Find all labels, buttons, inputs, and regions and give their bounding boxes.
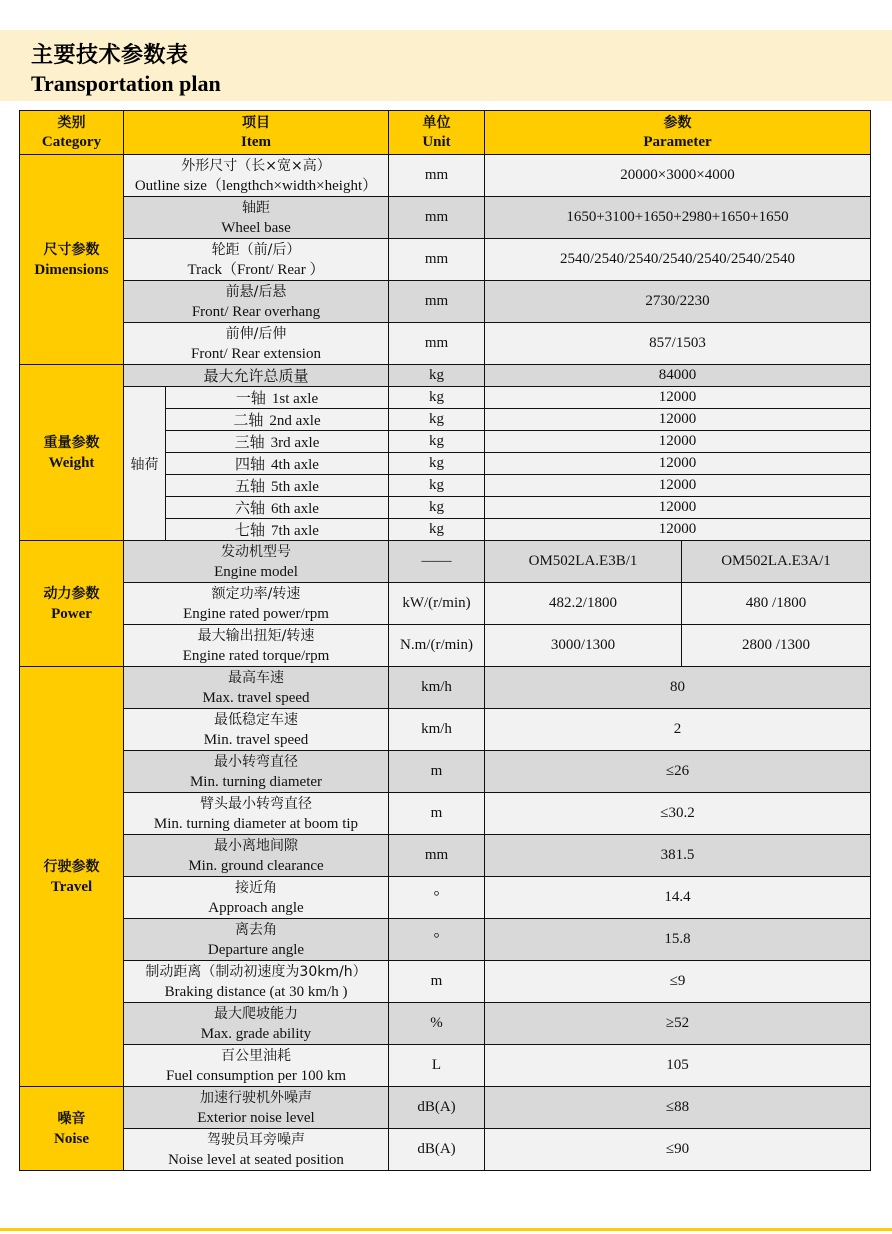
unit-cell: mm [389, 239, 485, 281]
param-cell: 12000 [485, 409, 871, 431]
param-cell-a: 482.2/1800 [485, 583, 682, 625]
item-cell: 最大爬坡能力 Max. grade ability [124, 1003, 389, 1045]
unit-cell: km/h [389, 667, 485, 709]
item-cell: 最小离地间隙 Min. ground clearance [124, 835, 389, 877]
unit-cell: kg [389, 431, 485, 453]
param-cell: 12000 [485, 475, 871, 497]
item-cell: 轮距（前/后） Track（Front/ Rear ） [124, 239, 389, 281]
header-unit: 单位 Unit [389, 111, 485, 155]
param-cell: 14.4 [485, 877, 871, 919]
page-title-en: Transportation plan [31, 71, 221, 96]
unit-cell: kW/(r/min) [389, 583, 485, 625]
param-cell: ≤88 [485, 1087, 871, 1129]
unit-cell: dB(A) [389, 1087, 485, 1129]
param-cell-b: 2800 /1300 [682, 625, 871, 667]
unit-cell: km/h [389, 709, 485, 751]
param-cell-b: OM502LA.E3A/1 [682, 541, 871, 583]
table-row [20, 1087, 871, 1129]
spec-table [19, 110, 871, 1171]
table-row [20, 239, 871, 281]
table-row [20, 1045, 871, 1087]
item-cell: 外形尺寸（长×宽×高） Outline size（lengthch×width×height） [124, 155, 389, 197]
unit-cell: —— [389, 541, 485, 583]
item-cell: 四轴 4th axle [166, 453, 389, 475]
item-cell: 百公里油耗 Fuel consumption per 100 km [124, 1045, 389, 1087]
header-parameter: 参数 Parameter [485, 111, 871, 155]
item-cell: 三轴 3rd axle [166, 431, 389, 453]
unit-cell: mm [389, 197, 485, 239]
footer-divider [0, 1228, 892, 1231]
param-cell: 1650+3100+1650+2980+1650+1650 [485, 197, 871, 239]
unit-cell: dB(A) [389, 1129, 485, 1171]
item-cell: 六轴 6th axle [166, 497, 389, 519]
item-cell: 二轴 2nd axle [166, 409, 389, 431]
param-cell: 80 [485, 667, 871, 709]
param-cell: 12000 [485, 387, 871, 409]
category-power: 动力参数 Power [20, 541, 124, 667]
table-row [20, 709, 871, 751]
item-cell: 最低稳定车速 Min. travel speed [124, 709, 389, 751]
item-cell: 最大输出扭矩/转速 Engine rated torque/rpm [124, 625, 389, 667]
table-row [20, 751, 871, 793]
unit-cell: m [389, 751, 485, 793]
param-cell: 20000×3000×4000 [485, 155, 871, 197]
unit-cell: m [389, 961, 485, 1003]
table-row [20, 281, 871, 323]
header-category: 类别 Category [20, 111, 124, 155]
item-cell: 加速行驶机外噪声 Exterior noise level [124, 1087, 389, 1129]
item-cell: 制动距离（制动初速度为30km/h） Braking distance (at 30 km/h ) [124, 961, 389, 1003]
item-cell: 前伸/后伸 Front/ Rear extension [124, 323, 389, 365]
item-cell: 前悬/后悬 Front/ Rear overhang [124, 281, 389, 323]
unit-cell: kg [389, 365, 485, 387]
unit-cell: kg [389, 409, 485, 431]
item-cell: 最小转弯直径 Min. turning diameter [124, 751, 389, 793]
param-cell-b: 480 /1800 [682, 583, 871, 625]
table-row [20, 541, 871, 583]
table-row [20, 197, 871, 239]
param-cell: 84000 [485, 365, 871, 387]
unit-cell: m [389, 793, 485, 835]
title-banner [0, 30, 892, 101]
unit-cell: mm [389, 281, 485, 323]
table-row [20, 667, 871, 709]
param-cell: 12000 [485, 519, 871, 541]
table-row [20, 323, 871, 365]
item-cell: 最高车速 Max. travel speed [124, 667, 389, 709]
category-travel: 行驶参数 Travel [20, 667, 124, 1087]
table-row [20, 961, 871, 1003]
param-cell-a: OM502LA.E3B/1 [485, 541, 682, 583]
unit-cell: mm [389, 323, 485, 365]
table-row [20, 625, 871, 667]
unit-cell: L [389, 1045, 485, 1087]
table-header [20, 111, 871, 155]
table-row [20, 1129, 871, 1171]
category-dimensions: 尺寸参数 Dimensions [20, 155, 124, 365]
table-row [20, 793, 871, 835]
item-cell: 轴距 Wheel base [124, 197, 389, 239]
table-row [20, 835, 871, 877]
category-weight: 重量参数 Weight [20, 365, 124, 541]
page-title-zh: 主要技术参数表 [31, 43, 189, 68]
param-cell: ≤26 [485, 751, 871, 793]
item-cell: 五轴 5th axle [166, 475, 389, 497]
unit-cell: % [389, 1003, 485, 1045]
item-cell: 七轴 7th axle [166, 519, 389, 541]
param-cell: 2540/2540/2540/2540/2540/2540/2540 [485, 239, 871, 281]
param-cell: 2 [485, 709, 871, 751]
table-row [20, 877, 871, 919]
param-cell: ≤30.2 [485, 793, 871, 835]
axle-load-group-label: 轴荷 [124, 387, 166, 541]
item-cell: 接近角 Approach angle [124, 877, 389, 919]
unit-cell: kg [389, 475, 485, 497]
param-cell: 12000 [485, 497, 871, 519]
param-cell: 12000 [485, 453, 871, 475]
unit-cell: kg [389, 519, 485, 541]
param-cell: ≤90 [485, 1129, 871, 1171]
param-cell: ≥52 [485, 1003, 871, 1045]
item-cell: 臂头最小转弯直径 Min. turning diameter at boom tip [124, 793, 389, 835]
table-row [20, 387, 871, 409]
category-noise: 噪音 Noise [20, 1087, 124, 1171]
param-cell: 12000 [485, 431, 871, 453]
header-item: 项目 Item [124, 111, 389, 155]
param-cell: 15.8 [485, 919, 871, 961]
param-cell: 381.5 [485, 835, 871, 877]
item-cell: 额定功率/转速 Engine rated power/rpm [124, 583, 389, 625]
table-row [20, 365, 871, 387]
item-cell: 最大允许总质量 [124, 365, 389, 387]
table-row [20, 919, 871, 961]
param-cell: ≤9 [485, 961, 871, 1003]
param-cell-a: 3000/1300 [485, 625, 682, 667]
item-cell: 一轴 1st axle [166, 387, 389, 409]
unit-cell: kg [389, 453, 485, 475]
unit-cell: N.m/(r/min) [389, 625, 485, 667]
table-row [20, 583, 871, 625]
table-row [20, 155, 871, 197]
unit-cell: kg [389, 497, 485, 519]
unit-cell: mm [389, 835, 485, 877]
item-cell: 离去角 Departure angle [124, 919, 389, 961]
param-cell: 857/1503 [485, 323, 871, 365]
unit-cell: ° [389, 877, 485, 919]
table-row [20, 1003, 871, 1045]
item-cell: 驾驶员耳旁噪声 Noise level at seated position [124, 1129, 389, 1171]
unit-cell: kg [389, 387, 485, 409]
unit-cell: ° [389, 919, 485, 961]
param-cell: 105 [485, 1045, 871, 1087]
item-cell: 发动机型号 Engine model [124, 541, 389, 583]
param-cell: 2730/2230 [485, 281, 871, 323]
unit-cell: mm [389, 155, 485, 197]
